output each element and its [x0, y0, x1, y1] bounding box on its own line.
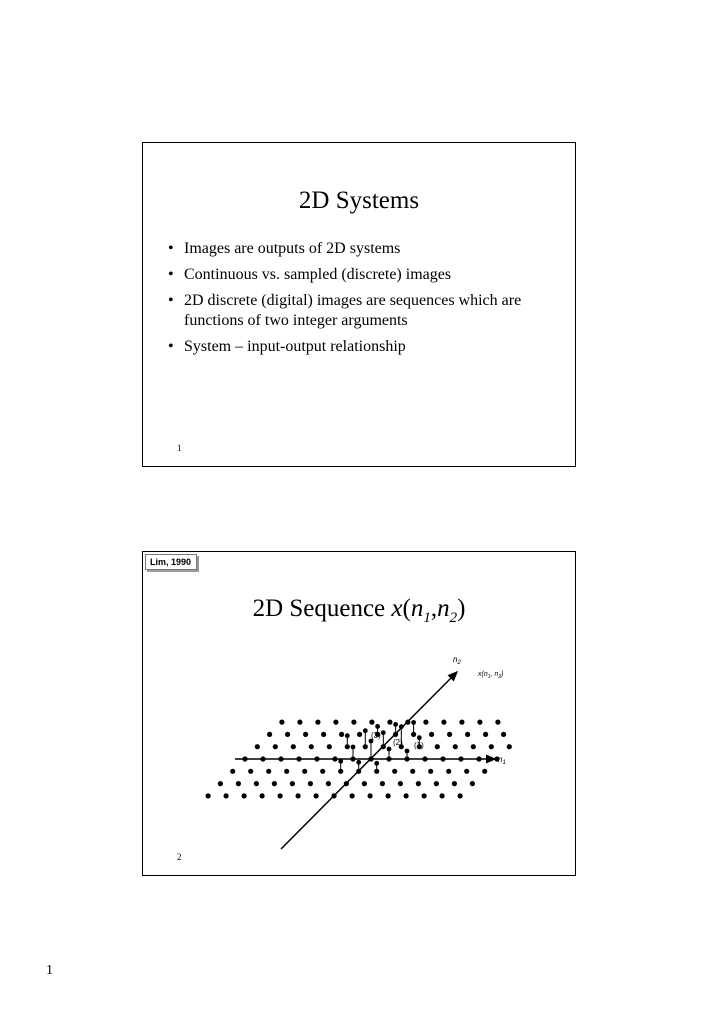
lattice-dot — [236, 781, 241, 786]
sample-stem-head — [405, 749, 410, 754]
lattice-dot — [290, 781, 295, 786]
lattice-dot — [434, 781, 439, 786]
lattice-dot — [242, 793, 247, 798]
title-sub-1: 1 — [423, 610, 431, 626]
sample-label-3: (3) — [371, 731, 381, 740]
title-comma: , — [430, 595, 438, 622]
lattice-dot — [465, 732, 470, 737]
lattice-dot — [284, 769, 289, 774]
sample-stem-head — [356, 760, 361, 765]
lattice-dot — [279, 720, 284, 725]
lattice-dot — [272, 781, 277, 786]
bullet-item — [168, 291, 548, 331]
lattice-dot — [321, 732, 326, 737]
lattice-dot — [308, 781, 313, 786]
sample-stem-head — [375, 724, 380, 729]
title-prefix: 2D Sequence — [252, 595, 392, 622]
lattice-dot — [428, 769, 433, 774]
lattice-dot — [206, 793, 211, 798]
lattice-dot — [357, 732, 362, 737]
lattice-dot — [291, 744, 296, 749]
lattice-dot — [327, 744, 332, 749]
n1-axis-label: $n_1$ — [498, 755, 506, 766]
title-open-paren: ( — [402, 595, 411, 622]
n2-axis-label: $n_2$ — [453, 655, 461, 666]
lattice-dot — [368, 793, 373, 798]
slide-1-number: 1 — [177, 443, 182, 453]
lattice-dot — [482, 769, 487, 774]
bullet-dot: • — [168, 292, 174, 309]
lattice-dot — [423, 720, 428, 725]
lattice-dot — [326, 781, 331, 786]
lattice-dot — [339, 732, 344, 737]
sample-stem-head — [411, 720, 416, 725]
slide-2 — [142, 551, 576, 876]
bullet-item — [168, 239, 548, 259]
lattice-dot — [458, 793, 463, 798]
lattice-dot — [333, 720, 338, 725]
lattice-dot — [446, 769, 451, 774]
sample-stem-head — [399, 724, 404, 729]
slide-2-title — [143, 595, 575, 627]
bullet-text: Continuous vs. sampled (discrete) images — [184, 266, 452, 283]
title-n2: n — [437, 595, 450, 622]
lattice-dot — [495, 720, 500, 725]
lattice-dot — [416, 781, 421, 786]
slide-1-bullet-list — [168, 239, 548, 363]
lattice-dot — [489, 744, 494, 749]
lattice-dot — [404, 793, 409, 798]
lattice-dot — [429, 732, 434, 737]
lattice-dot — [297, 720, 302, 725]
sample-stem-head — [381, 730, 386, 735]
lattice-dot — [447, 732, 452, 737]
lattice-dot — [422, 793, 427, 798]
lattice-dot — [273, 744, 278, 749]
lattice-dot — [267, 732, 272, 737]
sample-stem-head — [374, 761, 379, 766]
bullet-item — [168, 337, 548, 357]
bullet-dot: • — [168, 266, 174, 283]
lattice-dot — [440, 793, 445, 798]
bullet-text: System – input-output relationship — [184, 338, 406, 355]
lattice-dot — [380, 781, 385, 786]
lattice-dot — [309, 744, 314, 749]
lattice-dot — [464, 769, 469, 774]
lattice-dot — [507, 744, 512, 749]
sample-stem-head — [387, 747, 392, 752]
lattice-dot — [471, 744, 476, 749]
lattice-dot — [477, 720, 482, 725]
lattice-dot — [435, 744, 440, 749]
slide-1 — [142, 142, 576, 467]
lattice-dot — [224, 793, 229, 798]
lattice-dot — [501, 732, 506, 737]
bullet-item — [168, 265, 548, 285]
lattice-dot — [452, 781, 457, 786]
lattice-dot — [386, 793, 391, 798]
sample-stem-head — [345, 733, 350, 738]
title-sub-2: 2 — [449, 610, 458, 626]
lattice-dot — [387, 720, 392, 725]
lattice-dot — [315, 720, 320, 725]
lattice-dot — [392, 769, 397, 774]
lattice-dot — [483, 732, 488, 737]
title-x: x — [391, 595, 403, 622]
lattice-dot — [362, 781, 367, 786]
lattice-dot — [470, 781, 475, 786]
lattice-dot — [302, 769, 307, 774]
lattice-dot — [350, 793, 355, 798]
sample-stem-head — [338, 759, 343, 764]
lattice-dot — [218, 781, 223, 786]
sample-stem-head — [393, 722, 398, 727]
sample-stem-head — [351, 745, 356, 750]
sample-label-1: (1) — [414, 741, 424, 750]
bullet-dot: • — [168, 240, 174, 257]
lattice-dot — [453, 744, 458, 749]
lattice-dot — [314, 793, 319, 798]
lattice-dot — [303, 732, 308, 737]
lattice-dot — [260, 793, 265, 798]
lattice-dot — [254, 781, 259, 786]
lattice-dot — [230, 769, 235, 774]
slide-1-title: 2D Systems — [298, 187, 420, 214]
citation-badge: Lim, 1990 — [145, 554, 197, 570]
lattice-dot — [266, 769, 271, 774]
lattice-dot — [369, 720, 374, 725]
series-label: $x(n_1$, $n_2$) — [478, 671, 504, 680]
n2-axis — [281, 672, 457, 849]
bullet-text: 2D discrete (digital) images are sequences which are functions of two integer arguments — [184, 292, 522, 329]
lattice-dot — [351, 720, 356, 725]
title-close-paren: ) — [457, 595, 466, 622]
sample-label-2: (2) — [393, 738, 403, 747]
lattice-dot — [285, 732, 290, 737]
lattice-dot — [459, 720, 464, 725]
lattice-dot — [320, 769, 325, 774]
sample-stem-head — [363, 728, 368, 733]
lattice-dot — [296, 793, 301, 798]
lattice-dot — [248, 769, 253, 774]
lattice-dot — [255, 744, 260, 749]
bullet-dot: • — [168, 338, 174, 355]
lattice-dot — [278, 793, 283, 798]
lattice-dot — [410, 769, 415, 774]
sample-stem-head — [417, 735, 422, 740]
sample-stems — [338, 720, 421, 771]
lattice-dot — [441, 720, 446, 725]
lattice-figure — [195, 644, 515, 854]
slide-2-number: 2 — [177, 852, 182, 862]
lattice-dot — [398, 781, 403, 786]
page-number: 1 — [46, 963, 53, 978]
title-n1: n — [410, 595, 424, 622]
bullet-text: Images are outputs of 2D systems — [184, 240, 401, 257]
